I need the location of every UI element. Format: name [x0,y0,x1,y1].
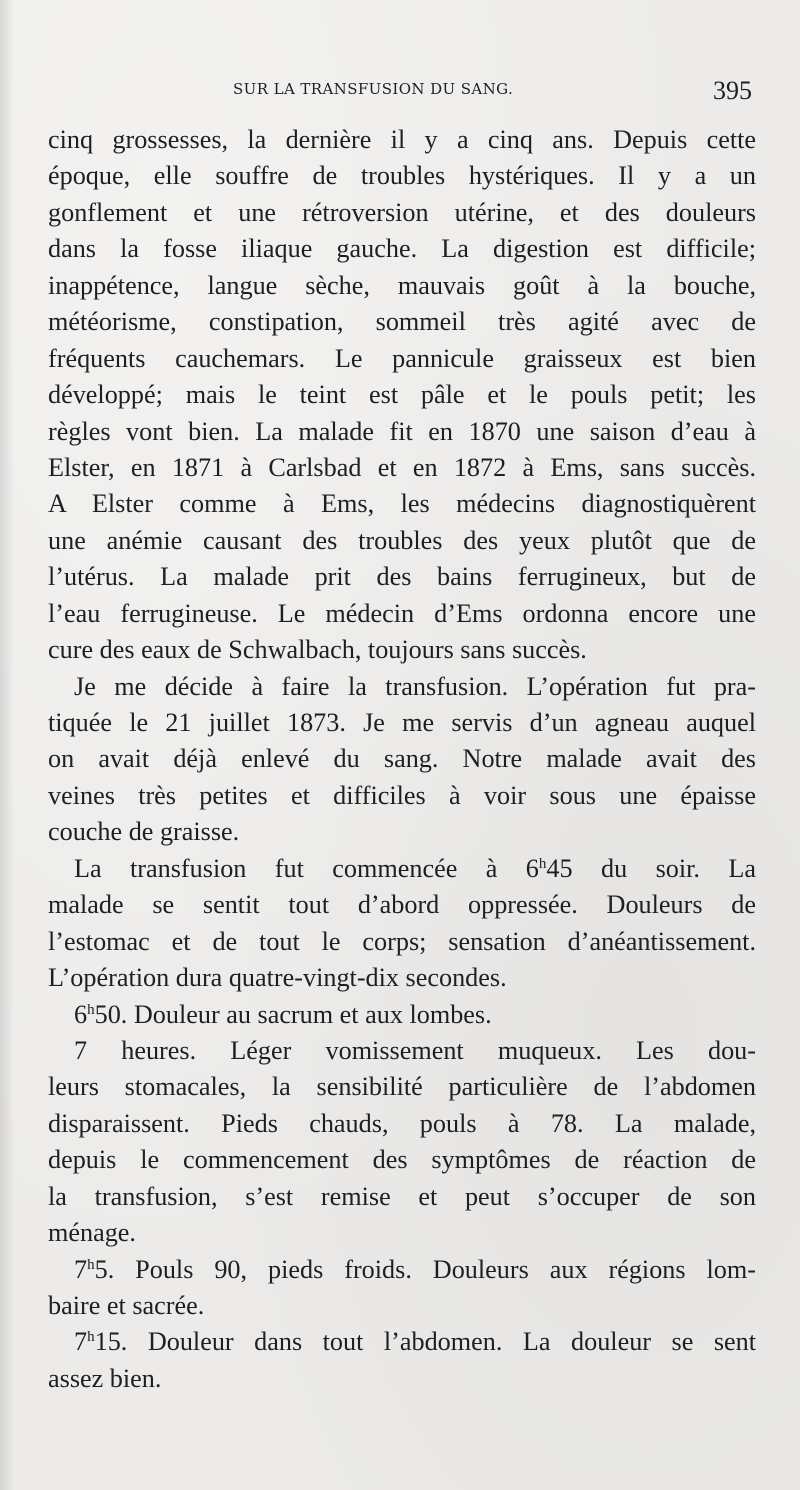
text-line: A Elster comme à Ems, les médecins diagnostiquèrent [48,489,756,519]
text-line: L’opération dura quatre-vingt-dix secondes. [48,963,507,993]
text-line: une anémie causant des troubles des yeux plutôt que de [48,525,756,555]
text-line [48,1252,756,1288]
line-text: La transfusion fut commencée à 6 [74,853,539,883]
text-line: malade se sentit tout d’abord oppressée. Douleurs de [48,890,756,920]
line-text: 5. Pouls 90, pieds froids. Douleurs aux régions lom- [94,1254,756,1284]
page-gutter-shadow [0,0,14,1490]
line-text: 50. Douleur au sacrum et aux lombes. [94,999,492,1029]
text-line: l’eau ferrugineuse. Le médecin d’Ems ordonna encore une [48,598,756,628]
text-line: l’estomac et de tout le corps; sensation d’anéantissement. [48,926,756,956]
text-line: la transfusion, s’est remise et peut s’occuper de son [48,1181,756,1211]
line-text: 7 [74,1327,88,1357]
running-head [48,76,756,110]
text-line: on avait déjà enlevé du sang. Notre malade avait des [48,744,756,774]
text-line: cure des eaux de Schwalbach, toujours sans succès. [48,635,587,665]
text-line: l’utérus. La malade prit des bains ferrugineux, but de [48,562,756,592]
line-text: 45 du soir. La [546,853,756,883]
line-text: 6 [74,999,88,1029]
text-line: tiquée le 21 juillet 1873. Je me servis d’un agneau auquel [48,708,756,737]
text-line: assez bien. [48,1363,162,1393]
page-number: 395 [713,76,752,105]
text-line: dans la fosse iliaque gauche. La digestion est difficile; [48,234,756,264]
text-line: règles vont bien. La malade fit en 1870 une saison d’eau à [48,416,756,446]
text-line [48,851,756,887]
text-line [48,997,756,1033]
text-line: cinq grossesses, la dernière il y a cinq ans. Depuis cette [48,125,756,154]
hour-superscript: h [87,1001,95,1018]
text-line: Je me décide à faire la transfusion. L’opération fut pra- [74,671,756,701]
text-line: gonflement et une rétroversion utérine, et des douleurs [48,197,756,227]
hour-superscript: h [87,1329,95,1346]
text-line: inappétence, langue sèche, mauvais goût à la bouche, [48,270,756,300]
text-line: leurs stomacales, la sensibilité particulière de l’abdomen [48,1072,756,1102]
text-line: veines très petites et difficiles à voir sous une épaisse [48,780,756,810]
text-line: disparaissent. Pieds chauds, pouls à 78. La malade, [48,1108,756,1138]
text-line: baire et sacrée. [48,1291,205,1320]
text-line [48,1324,756,1360]
line-text: 7 [74,1254,88,1284]
body-text [48,122,756,1397]
text-line: météorisme, constipation, sommeil très agité avec de [48,307,756,337]
text-line: Elster, en 1871 à Carlsbad et en 1872 à Ems, sans succès. [48,452,756,482]
text-line: 7 heures. Léger vomissement muqueux. Les dou- [74,1035,756,1065]
line-text: 15. Douleur dans tout l’abdomen. La douleur se sent [94,1327,756,1357]
text-line: depuis le commencement des symptômes de réaction de [48,1145,756,1175]
text-line: ménage. [48,1218,136,1248]
text-line: développé; mais le teint est pâle et le pouls petit; les [48,380,756,410]
text-line: couche de graisse. [48,817,240,847]
hour-superscript: h [538,855,547,872]
running-title: SUR LA TRANSFUSION DU SANG. [233,80,514,98]
hour-superscript: h [87,1256,95,1273]
text-line: époque, elle souffre de troubles hystériques. Il y a un [48,161,756,191]
text-line: fréquents cauchemars. Le pannicule graisseux est bien [48,343,756,373]
